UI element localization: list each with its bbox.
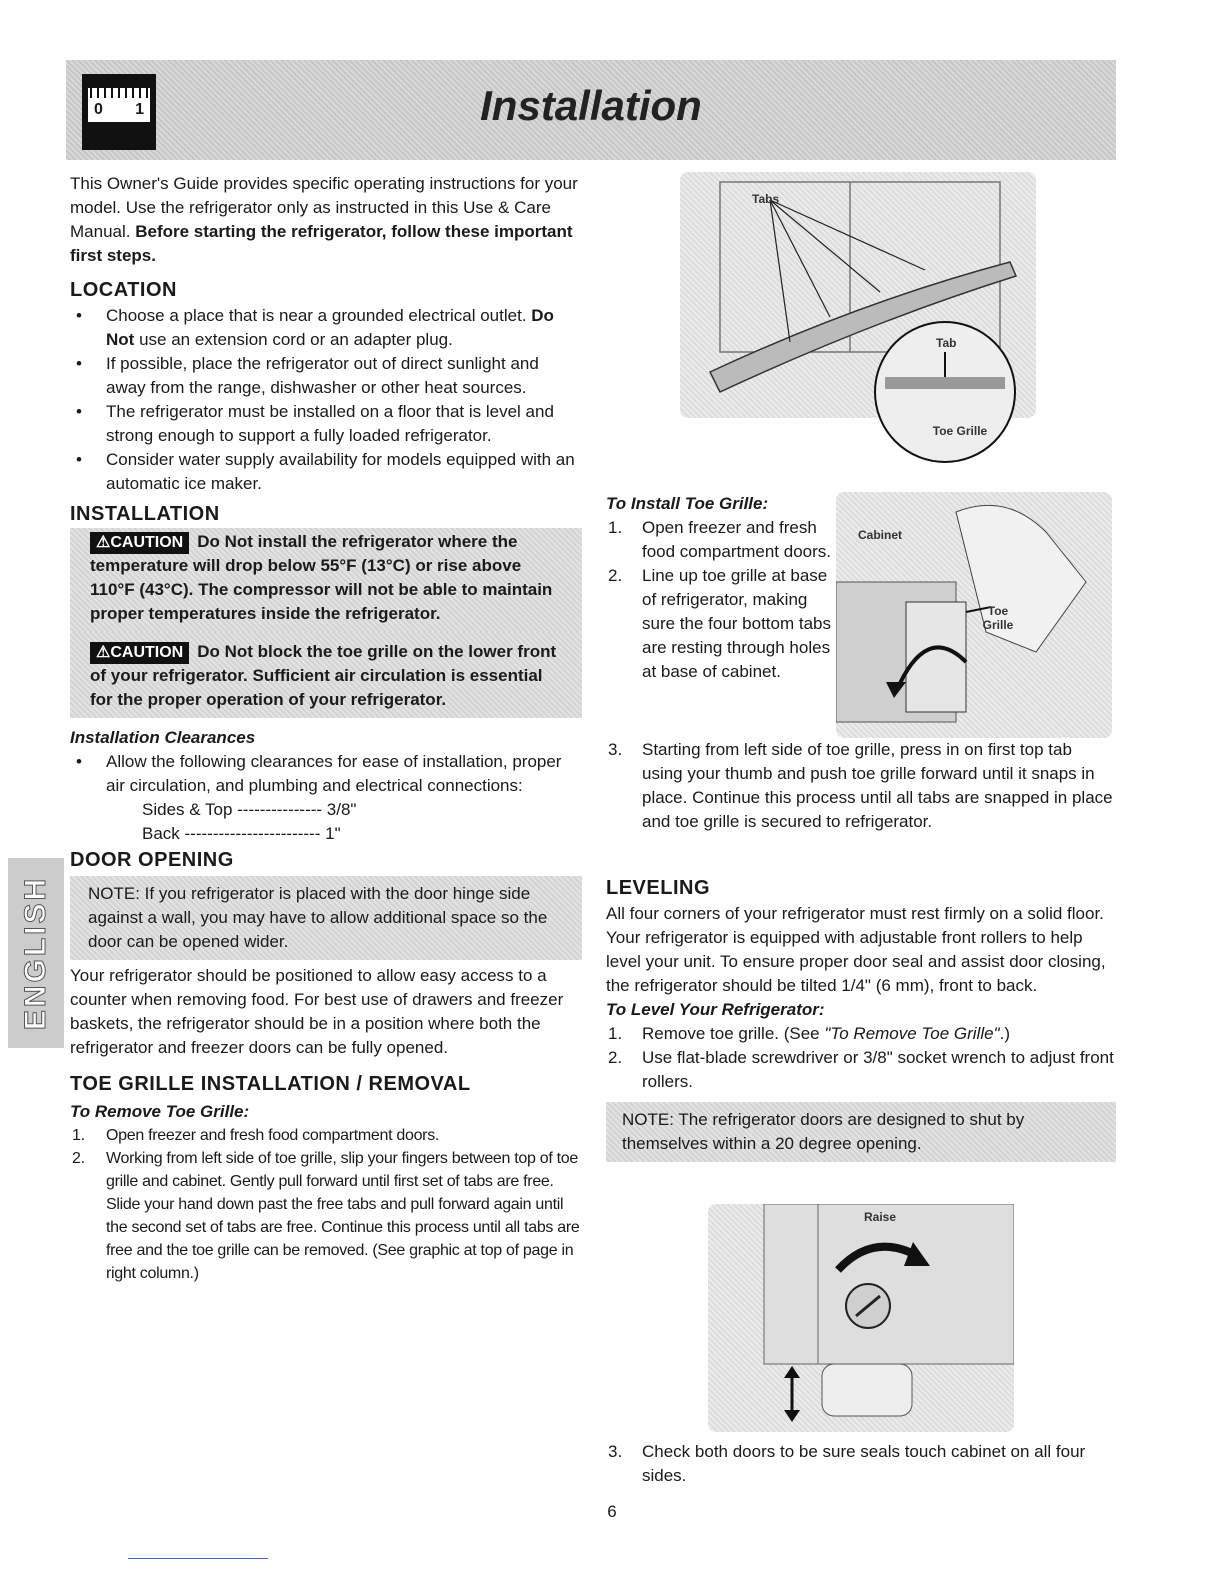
- level-refrigerator-heading: To Level Your Refrigerator:: [606, 1000, 825, 1019]
- footer-rule: [128, 1558, 268, 1559]
- caution-badge: ⚠CAUTION: [90, 642, 189, 664]
- page-title: Installation: [480, 82, 702, 129]
- list-item: 1. Open freezer and fresh food compartment doors.: [72, 1127, 440, 1144]
- door-opening-paragraph: Your refrigerator should be positioned to allow easy access to a counter when removing food. For best use of drawers and freezer baskets, the refrigerator should be in a position where both the refrigerator and freezer doors can be fully opened.: [70, 966, 564, 1057]
- clearances-list: [70, 750, 582, 798]
- page-number: 6: [607, 1502, 617, 1521]
- caution-box-2: ⚠CAUTION Do Not block the toe grille on the lower front of your refrigerator. Sufficient air circulation is essential for the proper operation of your refrigerator.: [70, 632, 582, 718]
- list-item: • Consider water supply availability for models equipped with an automatic ice maker.: [106, 448, 582, 496]
- toe-grille-heading: TOE GRILLE INSTALLATION / REMOVAL: [70, 1073, 471, 1095]
- list-item: 1. Remove toe grille. (See "To Remove Toe Grille".): [608, 1024, 1010, 1043]
- leveling-steps: [606, 1022, 1116, 1094]
- remove-steps: [70, 1124, 582, 1285]
- list-item: • The refrigerator must be installed on a floor that is level and strong enough to support a fully loaded refrigerator.: [106, 400, 582, 448]
- list-item: 1. Open freezer and fresh food compartment doors.: [608, 518, 831, 561]
- toe-grille-figure: [680, 172, 1036, 418]
- door-note-box: NOTE: If you refrigerator is placed with the door hinge side against a wall, you may have to allow additional space so the door can be opened wider.: [70, 876, 582, 960]
- leveling-step-3: [606, 1440, 1116, 1488]
- list-item: 2. Use flat-blade screwdriver or 3/8" socket wrench to adjust front rollers.: [608, 1048, 1114, 1091]
- leveling-heading: LEVELING: [606, 877, 711, 899]
- ruler-label-right: 1: [135, 101, 144, 118]
- roller-adjust-illustration: [708, 1204, 1014, 1432]
- leveling-paragraph: All four corners of your refrigerator must rest firmly on a solid floor. Your refrigerator is equipped with adjustable front rollers to help level your unit. To ensure proper door seal and assist door closing, the refrigerator should be tilted 1/4" (6 mm), front to back.: [606, 904, 1106, 995]
- list-item: • Allow the following clearances for ease of installation, proper air circulation, and plumbing and electrical connections:: [106, 750, 582, 798]
- install-toe-grille-heading: To Install Toe Grille:: [606, 494, 769, 513]
- installation-heading: INSTALLATION: [70, 503, 220, 525]
- clearance-row: Back ------------------------ 1": [142, 824, 341, 843]
- install-steps: [606, 516, 834, 684]
- tab-label: Tab: [936, 336, 957, 350]
- tabs-label: Tabs: [752, 192, 780, 206]
- intro-paragraph: This Owner's Guide provides specific operating instructions for your model. Use the refrigerator only as instructed in this Use & Care Manual. Before starting the refrigerator, follow these important first steps.: [70, 174, 578, 265]
- door-opening-heading: DOOR OPENING: [70, 849, 234, 871]
- clearances-heading: Installation Clearances: [70, 728, 256, 747]
- header-banner: [66, 60, 1116, 160]
- language-tab-label: ENGLISH: [19, 875, 52, 1031]
- language-tab: [8, 858, 64, 1048]
- list-item: • Choose a place that is near a grounded electrical outlet. Do Not use an extension cord or an adapter plug.: [106, 304, 582, 352]
- cabinet-label: Cabinet: [858, 528, 903, 542]
- install-step-3: [606, 738, 1116, 834]
- list-item: 3. Check both doors to be sure seals touch cabinet on all four sides.: [608, 1442, 1086, 1485]
- left-column: [70, 172, 582, 1285]
- leveling-section: [606, 876, 1116, 1162]
- toe-grille-label: Toe Grille: [932, 424, 988, 438]
- install-toe-grille-section: [606, 492, 834, 684]
- raise-label: Raise: [864, 1210, 897, 1224]
- list-item: 2. Working from left side of toe grille, slip your fingers between top of toe grille and cabinet. Gently pull forward until first set of tabs are free. Slide your hand down past the free tabs and pull forward again until the second set of tabs are free. Continue this process until all tabs are free and the toe grille can be removed. (See graphic at top of page in right column.): [72, 1150, 580, 1282]
- remove-toe-grille-heading: To Remove Toe Grille:: [70, 1102, 250, 1121]
- clearances-table: [70, 798, 582, 846]
- caution-badge: ⚠CAUTION: [90, 532, 189, 554]
- list-item: 2. Line up toe grille at base of refrigerator, making sure the four bottom tabs are resting through holes at base of cabinet.: [608, 566, 831, 681]
- location-list: [70, 304, 582, 496]
- toe-grille-label: Toe Grille: [982, 604, 1014, 632]
- roller-figure: [708, 1204, 1014, 1432]
- list-item: • If possible, place the refrigerator out of direct sunlight and away from the range, dishwasher or other heat sources.: [106, 352, 582, 400]
- list-item: 3. Starting from left side of toe grille, press in on first top tab using your thumb and push toe grille forward until it snaps in place. Continue this process until all tabs are snapped in place and toe grille is secured to refrigerator.: [608, 740, 1113, 831]
- location-heading: LOCATION: [70, 279, 177, 301]
- leveling-note-box: NOTE: The refrigerator doors are designed to shut by themselves within a 20 degree opening.: [606, 1102, 1116, 1162]
- ruler-icon: [82, 74, 156, 150]
- cabinet-figure: [836, 492, 1112, 738]
- caution-box-1: ⚠CAUTION Do Not install the refrigerator where the temperature will drop below 55°F (13°C) or rise above 110°F (43°C). The compressor will not be able to maintain proper temperatures inside the refrigerator.: [70, 528, 582, 632]
- ruler-label-left: 0: [94, 101, 103, 118]
- clearance-row: Sides & Top --------------- 3/8": [142, 800, 357, 819]
